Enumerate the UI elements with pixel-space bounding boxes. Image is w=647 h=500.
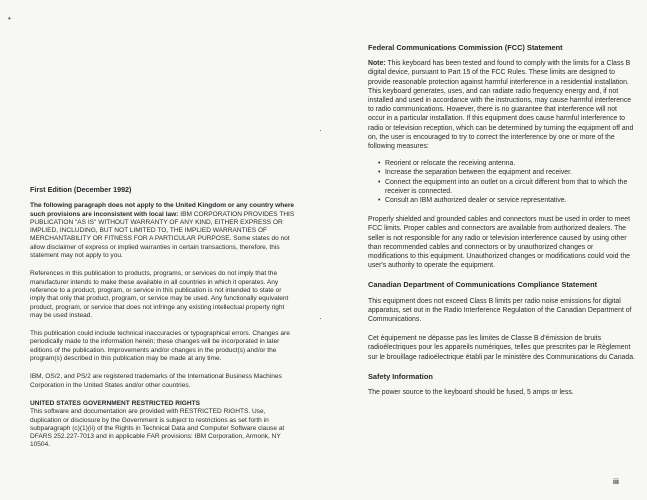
warranty-bold-lead: The following paragraph does not apply to the United Kingdom or any country where such provisions are inconsistent with local law: <box>30 202 295 218</box>
gov-rights-heading: UNITED STATES GOVERNMENT RESTRICTED RIGHTS <box>30 399 200 407</box>
inaccuracies-paragraph: This publication could include technical inaccuracies or typographical errors. Changes are periodically made to the information herein; these changes will be incorporated in later editions of the publication. Improvements and/or changes in the product(s) and/or the program(s) described in this publication may be made at any time. <box>30 330 290 363</box>
trademarks-paragraph: IBM, OS/2, and PS/2 are registered trademarks of the International Business Machines Corporation in the United States and/or other countries. <box>30 373 282 389</box>
gov-rights-text: This software and documentation are provided with RESTRICTED RIGHTS. Use, duplication or disclosure by the Government is subject to restrictions as set forth in subparagraph (c)(1)(ii) of the Rights in Technical Data and Computer Software clause at DFARS 252.227-7013 and in applicable FAR provisions: IBM Corporation, Armonk, NY 10504. <box>30 408 285 449</box>
page-number: iii <box>613 479 619 486</box>
list-item: • Connect the equipment into an outlet on a circuit different from that to which the receiver is connected. <box>378 178 635 196</box>
fcc-note-paragraph <box>368 59 635 151</box>
warranty-paragraph <box>30 202 298 260</box>
scan-speck <box>320 130 321 131</box>
list-item: • Increase the separation between the equipment and receiver. <box>378 168 635 177</box>
left-column <box>30 186 298 460</box>
right-column <box>368 43 635 407</box>
list-item: • Consult an IBM authorized dealer or service representative. <box>378 196 635 205</box>
references-paragraph: References in this publication to products, programs, or services do not imply that the manufacturer intends to make these available in all countries in which it operates. Any reference to a product, program, or service in this publication is not intended to state or imply that only that product, program, or service may be used. Any functionally equivalent product, program, or service that does not infringe any existing intellectual property right may be used instead. <box>30 270 289 319</box>
canada-french-paragraph: Cet équipement ne dépasse pas les limites de Classe B d'émission de bruits radioélectriques pour les appareils numériques, telles que prescrites par le Règlement sur le brouillage radioélectrique établi par le ministère des Communications du Canada. <box>368 335 635 361</box>
fcc-heading: Federal Communications Commission (FCC) Statement <box>368 43 563 52</box>
safety-text: The power source to the keyboard should be fused, 5 amps or less. <box>368 389 574 397</box>
cables-paragraph: Properly shielded and grounded cables and connectors must be used in order to meet FCC limits. Proper cables and connectors are available from authorized dealers. The seller is not responsible for any radio or television interference caused by using other than recommended cables and connectors or by unauthorized changes or modifications to this equipment. Unauthorized changes or modifications could void the user's authority to operate the equipment. <box>368 216 631 270</box>
scan-speck <box>320 318 321 319</box>
warranty-text: IBM CORPORATION PROVIDES THIS PUBLICATION "AS IS" WITHOUT WARRANTY OF ANY KIND, EITHER EXPRESS OR IMPLIED, INCLUDING, BUT NOT LIMITED TO, THE IMPLIED WARRANTIES OF MERCHANTABILITY OR FITNESS FOR A PARTICULAR PURPOSE. Some states do not allow disclaimer of express or implied warranties in certain transactions, therefore, this statement may not apply to you. <box>30 210 295 260</box>
canada-english-paragraph: This equipment does not exceed Class B limits per radio noise emissions for digital apparatus, set out in the Radio Interference Regulation of the Canadian Department of Communications. <box>368 297 632 324</box>
fcc-measures-list <box>368 159 635 205</box>
canada-heading: Canadian Department of Communications Compliance Statement <box>368 280 598 290</box>
list-item: • Reorient or relocate the receiving antenna. <box>378 159 635 168</box>
fcc-note-text: This keyboard has been tested and found to comply with the limits for a Class B digital device, pursuant to Part 15 of the FCC Rules. These limits are designed to provide reasonable protection against harmful interference in a residential installation. This keyboard generates, uses, and can radiate radio frequency energy and, if not installed and used in accordance with the instructions, may cause harmful interference to radio communications. However, there is no guarantee that interference will not occur in a particular installation. If this equipment does cause harmful interference to radio or television reception, which can be determined by turning the equipment off and on, the user is encouraged to try to correct the interference by one or more of the following measures: <box>368 60 634 151</box>
edition-heading: First Edition (December 1992) <box>30 185 132 194</box>
corner-mark: • <box>8 14 11 23</box>
safety-heading: Safety Information <box>368 371 433 381</box>
fcc-note-label: Note: <box>368 60 386 68</box>
